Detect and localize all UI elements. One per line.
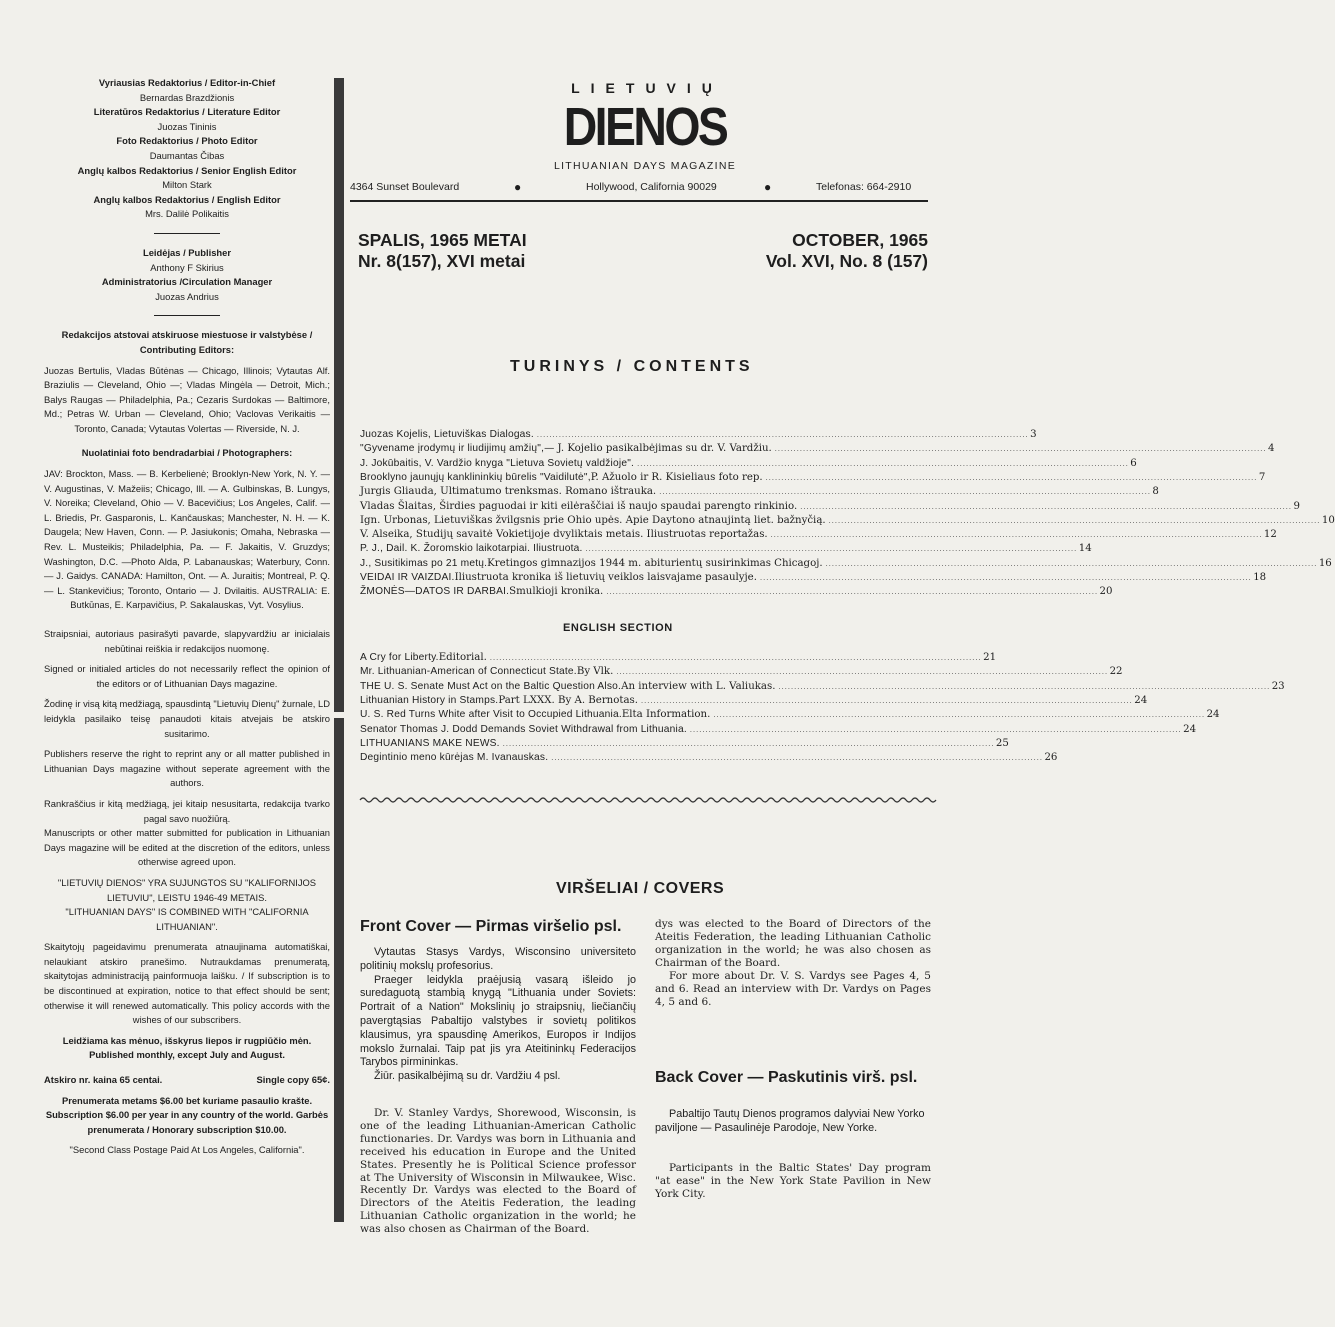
contents-entry-title: Brooklyno jaunųjų kanklininkių būrelis "Vaidilutė", [360,471,591,483]
front-cover-p2: Praeger leidykla praėjusią vasarą išleido jo suredaguotą stambią knygą "Lithuania under Soviets: Portrait of a Nation" Mokslinių jo straipsnių, liečiančių pavergtąsias Pabaltijo valstybes ir sovietų politikos klausimus, yra spausdinę Amerikos, Europos ir Indijos mokslo žurnalai. Taip pat jis yra Ateitininkų Federacijos Tarybos pirmininkas. [360,973,636,1069]
contents-page-number: 3 [1030,429,1037,440]
english-section-heading: ENGLISH SECTION [563,622,673,634]
vertical-divider-bar [334,78,344,1222]
contents-leader-dots [551,752,1041,766]
contents-entry-title: P. J., Dail. K. Žoromskio laikotarpiai. Iliustruota. [360,543,583,555]
front-cover-p3: Žiūr. pasikalbėjimą su dr. Vardžiu 4 psl. [374,1070,561,1083]
back-cover-p2: Participants in the Baltic States' Day program "at ease" in the New York State Pavilion in New York City. [655,1162,931,1200]
notice-manuscripts-en: Manuscripts or other matter submitted for publication in Lithuanian Days magazine will be edited at the discretion of the editors, unless otherwise agreed upon. [44,827,330,868]
contents-entry [360,514,1335,529]
photo-editor-role: Foto Redaktorius / Photo Editor [116,135,258,147]
front-cover-text-en-part1 [360,1107,636,1236]
contents-leader-dots [713,709,1203,723]
english-editor-name: Mrs. Dalilė Polikaitis [145,208,229,220]
contents-entry-description: V. Alseika, Studijų savaitė Vokietijoje dvyliktais metais. Iliustruotas reportažas. [360,529,768,541]
contents-entry-title: ŽMONĖS—DATOS IR DARBAI. [360,586,510,598]
covers-title: VIRŠELIAI / COVERS [556,880,725,897]
issue-month-en: OCTOBER, 1965 [792,230,928,250]
contents-entry [360,543,1092,557]
contents-page-number: 21 [983,652,997,663]
contents-entry-title: Mr. Lithuanian-American of Connecticut State. [360,666,577,678]
contents-page-number: 16 [1318,557,1332,569]
contents-page-number: 4 [1267,443,1275,455]
contents-page-number: 12 [1263,529,1277,541]
front-cover-p1: Vytautas Stasys Vardys, Wisconsino universiteto politinių mokslų profesorius. [360,946,636,972]
contents-leader-dots [766,472,1256,486]
notice-articles-en: Signed or initialed articles do not necessarily reflect the opinion of the editors or of Lithuanian Days magazine. [44,663,330,689]
contents-entry-description: Iliustruota kronika iš lietuvių veiklos laisvajame pasaulyje. [454,572,757,583]
contents-entry-description: Ign. Urbonas, Lietuviškas žvilgsnis prie Ohio upės. Apie Daytono atnaujintą liet. bažnyčią. [360,514,826,526]
front-cover-text-en-more [655,970,931,1009]
bullet-icon: ● [514,180,522,194]
contents-leader-dots [586,543,1076,557]
notice-reprint-lt: Žodinę ir visą kitą medžiagą, spausdintą "Lietuvių Dienų" žurnale, LD leidykla pasilaiko teisę panaudoti kitais atvejais be atskiro susitarimo. [44,698,330,739]
senior-english-editor-role: Anglų kalbos Redaktorius / Senior English Editor [77,164,297,176]
contents-entry [360,529,1277,543]
notice-published-monthly: Leidžiama kas mėnuo, išskyrus liepos ir rugpiūčio mėn. Published monthly, except July and August. [62,1034,312,1061]
contents-entry-description: Vladas Šlaitas, Širdies paguodai ir kiti eilėraščiai iš naujo spaudai parengto rinkinio. [360,500,798,512]
masthead-subtitle: LITHUANIAN DAYS MAGAZINE [553,160,737,172]
contents-entry [360,737,1009,752]
contents-entry [360,694,1148,709]
photographers-list: JAV: Brockton, Mass. — B. Kerbelienė; Brooklyn-New York, N. Y. — V. Augustinas, V. Mažeiis; Chicago, Ill. — A. Gulbinskas, B. Lungys, V. Noreika; Cleveland, Ohio — V. Bacevičius; Los Angeles, Calif. — L. Briedis, Pr. Gasparonis, L. Kančauskas; Manchester, N. H. — K. Daugela; New Haven, Conn. — P. Jasiukonis; Omaha, Nebraska — Rev. L. Musteikis; Philadelphia, Pa. — F. Jakaitis, V. Gruzdys; Washington, D.C. —Photo Alda, P. Labanauskas; Waterbury, Conn. — J. Gaidys. CANADA: Hamilton, Ont. — A. Juraitis; Montreal, P. Q. — L. Stankevičius; Toronto, Ontario — J. Dvilaitis. AUSTRALIA: E. Butkūnas, E. Karpavičius, P. Sakalauskas, Vyt. Vosylius. [44,468,330,611]
divider [154,233,220,234]
front-cover-p4: Dr. V. Stanley Vardys, Shorewood, Wisconsin, is one of the leading Lithuanian-American Catholic functionaries. Dr. Vardys was born in Lithuania and received his education in Europe and the United States. Presently he is Political Science professor at The University of Wisconsin in Milwaukee, Wisc. Recently Dr. Vardys was elected to the Board of Directors of the Ateitis Federation, the leading Lithuanian Catholic organization in the world; he was also chosen as Chairman of the Board. [360,1107,636,1236]
notice-reprint-en: Publishers reserve the right to reprint any or all matter published in Lithuanian Days magazine without seperate agreement with the authors. [44,748,330,789]
contents-leader-dots [616,666,1106,680]
circulation-role: Administratorius /Circulation Manager [101,276,273,288]
contents-leader-dots [537,429,1027,443]
contents-leader-dots [800,501,1290,515]
photographers-heading: Nuolatiniai foto bendradarbiai / Photographers: [81,447,293,459]
masthead-lietuviu: LIETUVIŲ [571,80,723,96]
contents-entry-description: Kretingos gimnazijos 1944 m. abiturientų susirinkimas Chicagoj. [487,557,823,569]
contents-entry [360,666,1123,680]
issue-date-en [700,230,928,272]
street-address: 4364 Sunset Boulevard [350,181,460,193]
contents-entry-description: An interview with L. Valiukas. [621,680,776,692]
contents-entry-title: U. S. Red Turns White after Visit to Occupied Lithuania. [360,709,622,721]
contents-entry-description: Editorial. [438,652,487,663]
divider [154,315,220,316]
contents-page-number: 24 [1183,723,1197,735]
contents-leader-dots [760,572,1250,586]
issue-number-en: Vol. XVI, No. 8 (157) [765,251,928,271]
literature-editor-name: Juozas Tininis [157,120,217,132]
contents-leader-dots [659,486,1149,500]
contents-entry-title: VEIDAI IR VAIZDAI. [360,572,455,583]
contents-entry [360,652,997,666]
contents-entry [360,486,1159,500]
publisher-name: Anthony F Skirius [150,261,224,273]
back-cover-p1: Pabaltijo Tautų Dienos programos dalyviai New Yorko paviljone — Pasaulinėje Parodoje, New Yorke. [655,1108,925,1134]
contents-page-number: 24 [1206,709,1220,721]
contents-entry [360,457,1137,472]
contents-page-number: 7 [1258,471,1266,483]
publisher-role: Leidėjas / Publisher [142,246,232,258]
contents-entry [360,500,1300,515]
editor-in-chief-role: Vyriausias Redaktorius / Editor-in-Chief [98,77,276,88]
contents-entry-title: Degintinio meno kūrėjas M. Ivanauskas. [360,752,549,764]
notice-merged-lt: "LIETUVIŲ DIENOS" YRA SUJUNGTOS SU "KALIFORNIJOS LIETUVIU", LEISTU 1946-49 METAIS. [57,876,317,903]
contents-page-number: 8 [1152,486,1159,498]
contents-entry [360,586,1113,600]
front-cover-p4-continued: dys was elected to the Board of Directors of the Ateitis Federation, the leading Lithuanian Catholic organization in the world; he was also chosen as Chairman of the Board. [655,918,931,969]
back-cover-text-en [655,1162,931,1201]
issue-number-lt: Nr. 8(157), XVI metai [358,251,526,271]
contents-entry-title: J. Jokūbaitis, V. Vardžio knyga "Lietuva Sovietų valdžioje". [360,457,635,469]
contents-page-number: 6 [1130,457,1137,469]
contents-entry-description: Part LXXX. By A. Bernotas. [498,694,639,706]
contents-entry [360,443,1275,457]
contents-entry-title: "Gyvename įrodymų ir liudijimų amžių", [360,443,545,455]
contents-page-number: 26 [1044,752,1058,764]
contents-page-number: 23 [1271,680,1285,692]
front-cover-text-lt [360,946,636,1084]
single-copy-price [44,1073,330,1088]
literature-editor-role: Literatūros Redaktorius / Literature Editor [93,106,281,118]
masthead-rule [350,200,928,202]
contents-entry-description: By Vlk. [576,666,614,678]
contents-page-number: 9 [1293,500,1300,512]
wavy-divider [360,794,932,806]
contents-entry-title: J., Susitikimas po 21 metų. [360,557,488,569]
contents-leader-dots [637,458,1127,472]
contents-title: TURINYS / CONTENTS [510,358,754,375]
contents-entry-description: Smulkioji kronika. [509,586,604,598]
price-lt: Atskiro nr. kaina 65 centai. [44,1074,163,1086]
phone-number: Telefonas: 664-2910 [816,181,912,193]
english-editor-role: Anglų kalbos Redaktorius / English Editor [93,193,281,205]
contents-page-number: 22 [1109,666,1123,678]
front-cover-p5: For more about Dr. V. S. Vardys see Pages 4, 5 and 6. Read an interview with Dr. Vardys on Pages 4, 5 and 6. [655,970,931,1008]
back-cover-text-lt [655,1108,931,1136]
front-cover-heading: Front Cover — Pirmas viršelio psl. [360,918,622,935]
contents-entry [360,557,1332,572]
city-address: Hollywood, California 90029 [586,181,717,193]
issue-month-lt: SPALIS, 1965 METAI [358,230,527,250]
contents-entry [360,680,1285,695]
contents-leader-dots [490,652,980,666]
contents-leader-dots [775,443,1265,457]
contents-entry [360,429,1037,443]
contributing-editors-heading: Redakcijos atstovai atskiruose miestuose ir valstybėse / Contributing Editors: [61,329,313,355]
contents-leader-dots [829,515,1319,529]
circulation-name: Juozas Andrius [155,290,219,302]
contents-leader-dots [778,681,1268,695]
contents-leader-dots [503,738,993,752]
contents-entry-description: Jurgis Gliauda, Ultimatumo trenksmas. Romano ištrauka. [360,486,657,498]
contents-leader-dots [826,558,1316,572]
contents-entry [360,723,1197,738]
contents-page-number: 20 [1099,586,1113,598]
contents-leader-dots [641,695,1131,709]
contents-leader-dots [690,724,1180,738]
contents-leader-dots [771,529,1261,543]
contents-page-number: 24 [1134,694,1148,706]
notice-subscription-renewal: Skaitytojų pageidavimu prenumerata atnaujinama automatiškai, nelaukiant atskiro pranešimo. Nutraukdamas prenumeratą, skaitytojas administraciją painformuoja laišku. / If subscription is to be discontinued at expiration, notice to that effect should be sent; otherwise it will renewed automatically. This policy accords with the wishes of our subscribers. [44,941,330,1026]
contents-entry-title: Lithuanian History in Stamps. [360,694,499,706]
masthead-staff-column [44,76,330,1158]
contents-entry-title: A Cry for Liberty. [360,652,439,663]
contents-page-number: 25 [995,737,1009,749]
contents-entry-title: Juozas Kojelis, Lietuviškas Dialogas. [360,429,534,440]
editor-in-chief-name: Bernardas Brazdžionis [139,91,235,103]
contents-entry-title: Senator Thomas J. Dodd Demands Soviet Withdrawal from Lithuania. [360,723,687,735]
front-cover-text-en-part2 [655,918,931,969]
contributing-editors-list: Juozas Bertulis, Vladas Būtėnas — Chicago, Illinois; Vytautas Alf. Braziulis — Cleveland, Ohio —; Vladas Mingėla — Detroit, Mich.; Balys Raugas — Philadelphia, Pa.; Cezaris Surdokas — Baltimore, Md.; Petras W. Urban — Cleveland, Ohio; Vaclovas Verikaitis — Toronto, Canada; Vytautas Volertas — Riverside, N. J. [44,364,330,434]
issue-date-lt [358,230,527,272]
postage-notice: "Second Class Postage Paid At Los Angeles, California". [69,1144,305,1156]
senior-english-editor-name: Milton Stark [162,179,212,191]
contents-page-number: 10 [1321,514,1335,526]
contents-entry [360,709,1220,723]
notice-merged-en: "LITHUANIAN DAYS" IS COMBINED WITH "CALIFORNIA LITHUANIAN". [65,906,309,932]
price-en: Single copy 65¢. [256,1074,330,1086]
contents-entry [360,572,1267,586]
bullet-icon: ● [764,180,772,194]
contents-page-number: 18 [1253,572,1267,583]
contents-entry-description: — J. Kojelio pasikalbėjimas su dr. V. Vardžiu. [544,443,772,455]
contents-leader-dots [606,586,1096,600]
notice-manuscripts-lt: Rankraščius ir kitą medžiagą, jei kitaip nesusitarta, redakcija tvarko pagal savo nuožiūrą. [44,797,330,824]
contents-entry-title: LITHUANIANS MAKE NEWS. [360,737,500,749]
contents-entry [360,752,1058,766]
subscription-prices: Prenumerata metams $6.00 bet kuriame pasaulio krašte. Subscription $6.00 per year in any country of the world. Garbės prenumerata / Honorary subscription $10.00. [45,1094,329,1135]
notice-articles-lt: Straipsniai, autoriaus pasirašyti pavarde, slapyvardžiu ar inicialais nebūtinai reiškia ir redakcijos nuomonę. [44,628,330,654]
masthead-title: DIENOS [563,97,727,157]
back-cover-heading: Back Cover — Paskutinis virš. psl. [655,1069,918,1086]
contents-entry [360,471,1266,486]
contents-entry-description: P. Ažuolo ir R. Kisieliaus foto rep. [590,471,763,483]
contents-entry-title: THE U. S. Senate Must Act on the Baltic Question Also. [360,680,622,692]
contents-entry-description: Elta Information. [621,709,711,721]
photo-editor-name: Daumantas Čibas [149,149,225,161]
contents-page-number: 14 [1078,543,1092,555]
